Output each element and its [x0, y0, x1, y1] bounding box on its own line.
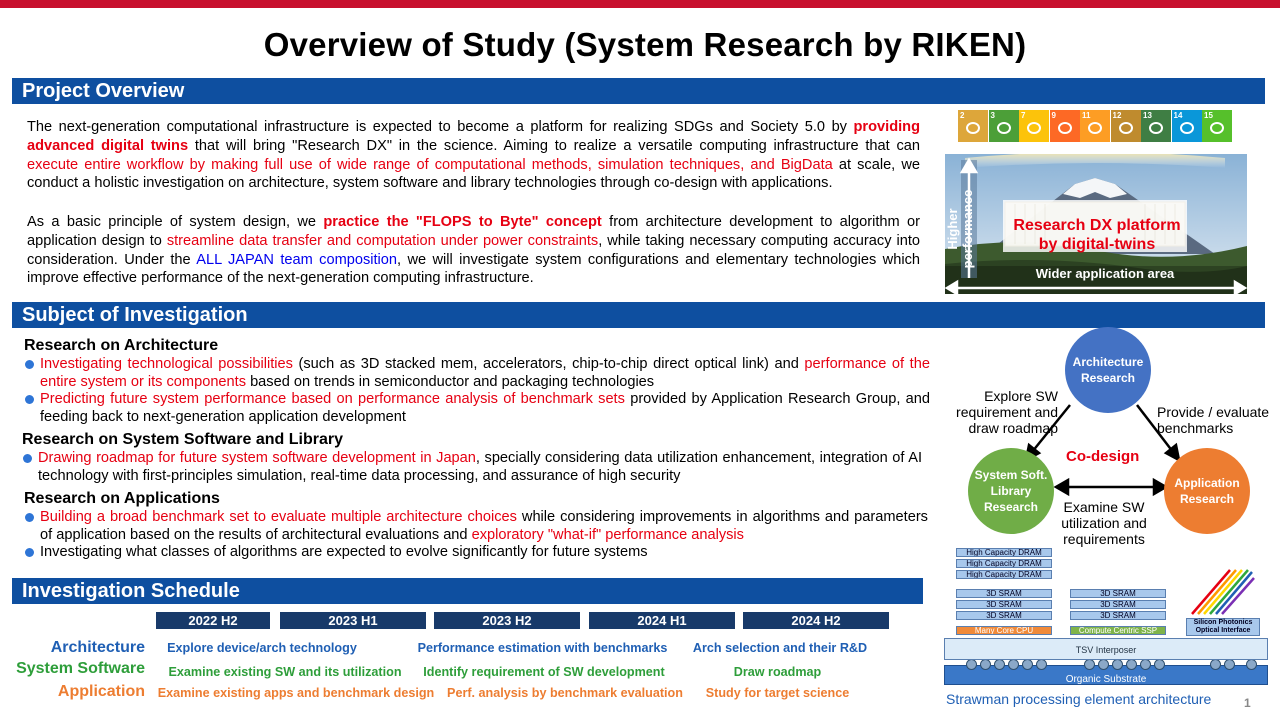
- provide-benchmarks-note: Provide / evaluate benchmarks: [1157, 404, 1270, 436]
- sw-bullet-1: Drawing roadmap for future system software development in Japan, specially considering data utilization enhancement, integration of AI technology with first-principles simulation, real-time data processing, and assurance of high security: [22, 450, 922, 485]
- sw-cell-1: Examine existing SW and its utilization: [168, 665, 402, 679]
- heading-research-architecture: Research on Architecture: [24, 337, 219, 354]
- arch-cell-2: Performance estimation with benchmarks: [417, 641, 668, 655]
- sdg-goal-13-icon: 13: [1141, 110, 1171, 142]
- period-2023-h1: 2023 H1: [280, 612, 426, 629]
- solder-bump: [966, 659, 977, 670]
- higher-performance-label: Higher performance: [945, 189, 975, 269]
- sram-layer-3: 3D SRAM: [956, 611, 1052, 620]
- ssp-sram-layer-1: 3D SRAM: [1070, 589, 1166, 598]
- bullet-dot: [25, 513, 34, 522]
- solder-bump: [1140, 659, 1151, 670]
- dx-platform-label: Research DX platform by digital-twins: [1013, 217, 1181, 253]
- app-cell-2: Perf. analysis by benchmark evaluation: [447, 686, 683, 700]
- row-label-architecture: Architecture: [50, 639, 145, 656]
- sdg-goal-15-icon: 15: [1202, 110, 1232, 142]
- application-research-circle: Application Research: [1164, 448, 1250, 534]
- sdg-goal-12-icon: 12: [1111, 110, 1141, 142]
- app-bullet-2: Investigating what classes of algorithms are expected to evolve significantly for future systems: [24, 544, 928, 562]
- app-cell-3: Study for target science: [705, 686, 850, 700]
- bullet-dot: [25, 548, 34, 557]
- top-accent-bar: [0, 0, 1280, 8]
- section-investigation-schedule: Investigation Schedule: [12, 578, 923, 604]
- page-title: Overview of Study (System Research by RIKEN): [263, 26, 1027, 63]
- row-label-application: Application: [57, 683, 145, 700]
- explore-sw-note: Explore SW requirement and draw roadmap: [956, 388, 1058, 436]
- solder-bump: [1210, 659, 1221, 670]
- ssp-sram-layer-2: 3D SRAM: [1070, 600, 1166, 609]
- dram-layer-3: High Capacity DRAM: [956, 570, 1052, 579]
- tsv-interposer: TSV Interposer: [944, 638, 1268, 660]
- architecture-research-circle: Architecture Research: [1065, 327, 1151, 413]
- heading-research-applications: Research on Applications: [24, 490, 220, 507]
- overview-paragraph-2: As a basic principle of system design, we practice the "FLOPS to Byte" concept from architecture development to algorithm or application design to streamline data transfer and computation under power constraints, while taking necessary computing accuracy into consideration. Under the ALL JAPAN team composition, we will investigate system configurations and elementary technologies which improve effective performance of the next-generation computing infrastructure.: [27, 214, 920, 287]
- sdg-goal-7-icon: 7: [1019, 110, 1049, 142]
- arch-cell-3: Arch selection and their R&D: [692, 641, 868, 655]
- period-2024-h1: 2024 H1: [589, 612, 735, 629]
- bullet-dot: [25, 360, 34, 369]
- examine-sw-note: Examine SW utilization and requirements: [1061, 499, 1147, 547]
- compute-centric-ssp: Compute Centric SSP: [1070, 626, 1166, 635]
- solder-bump: [1036, 659, 1047, 670]
- many-core-cpu: Many Core CPU: [956, 626, 1052, 635]
- dram-layer-2: High Capacity DRAM: [956, 559, 1052, 568]
- chip-diagram-caption: Strawman processing element architecture: [946, 691, 1212, 707]
- research-dx-figure: [945, 154, 1247, 294]
- sw-cell-2: Identify requirement of SW development: [423, 665, 665, 679]
- solder-bump: [980, 659, 991, 670]
- arch-bullet-1: Investigating technological possibilities (such as 3D stacked mem, accelerators, chip-to-chip direct optical link) and performance of the entire system or its components based on trends in semiconductor and packaging technologies: [24, 356, 930, 391]
- sdg-goal-2-icon: 2: [958, 110, 988, 142]
- sdg-goal-14-icon: 14: [1172, 110, 1202, 142]
- heading-research-system-software: Research on System Software and Library: [22, 431, 343, 448]
- sdg-goal-9-icon: 9: [1050, 110, 1080, 142]
- overview-paragraph-1: The next-generation computational infrastructure is expected to become a platform for realizing SDGs and Society 5.0 by providing advanced digital twins that will bring "Research DX" in the science. Aiming to realize a versatile computing infrastructure that can execute entire workflow by making full use of wide range of computational methods, simulation techniques, and BigData at scale, we conduct a holistic investigation on architecture, system software and library technologies through co-design with applications.: [27, 119, 920, 192]
- bullet-dot: [23, 454, 32, 463]
- sram-layer-2: 3D SRAM: [956, 600, 1052, 609]
- solder-bump: [1246, 659, 1257, 670]
- section-project-overview: Project Overview: [12, 78, 1265, 104]
- bullet-dot: [25, 395, 34, 404]
- period-2022-h2: 2022 H2: [156, 612, 270, 629]
- organic-substrate: Organic Substrate: [944, 665, 1268, 685]
- dram-layer-1: High Capacity DRAM: [956, 548, 1052, 557]
- arch-bullet-2: Predicting future system performance based on performance analysis of benchmark sets provided by Application Research Group, and feeding back to next-generation application development: [24, 391, 930, 426]
- wider-application-label: Wider application area: [1035, 266, 1175, 281]
- solder-bump: [1224, 659, 1235, 670]
- sw-cell-3: Draw roadmap: [733, 665, 822, 679]
- period-2024-h2: 2024 H2: [743, 612, 889, 629]
- solder-bump: [1154, 659, 1165, 670]
- sdg-goal-3-icon: 3: [989, 110, 1019, 142]
- codesign-label: Co-design: [1066, 448, 1140, 465]
- arch-cell-1: Explore device/arch technology: [167, 641, 357, 655]
- section-subject-of-investigation: Subject of Investigation: [12, 302, 1265, 328]
- solder-bump: [1022, 659, 1033, 670]
- app-cell-1: Examine existing apps and benchmark design: [157, 686, 435, 700]
- row-label-system-software: System Software: [16, 660, 145, 677]
- period-2023-h2: 2023 H2: [434, 612, 580, 629]
- optical-fiber-icon: [1186, 566, 1256, 618]
- system-software-research-circle: System Soft. Library Research: [968, 448, 1054, 534]
- sdg-goal-11-icon: 11: [1080, 110, 1110, 142]
- app-bullet-1: Building a broad benchmark set to evaluate multiple architecture choices while considering improvements in algorithms and parameters of application based on the results of architectural evaluations and exploratory "what-if" performance analysis: [24, 509, 928, 544]
- silicon-photonics-interface: Silicon Photonics Optical Interface: [1186, 618, 1260, 636]
- sram-layer-1: 3D SRAM: [956, 589, 1052, 598]
- page-number: 1: [1244, 696, 1251, 710]
- solder-bump: [1008, 659, 1019, 670]
- solder-bump: [994, 659, 1005, 670]
- ssp-sram-layer-3: 3D SRAM: [1070, 611, 1166, 620]
